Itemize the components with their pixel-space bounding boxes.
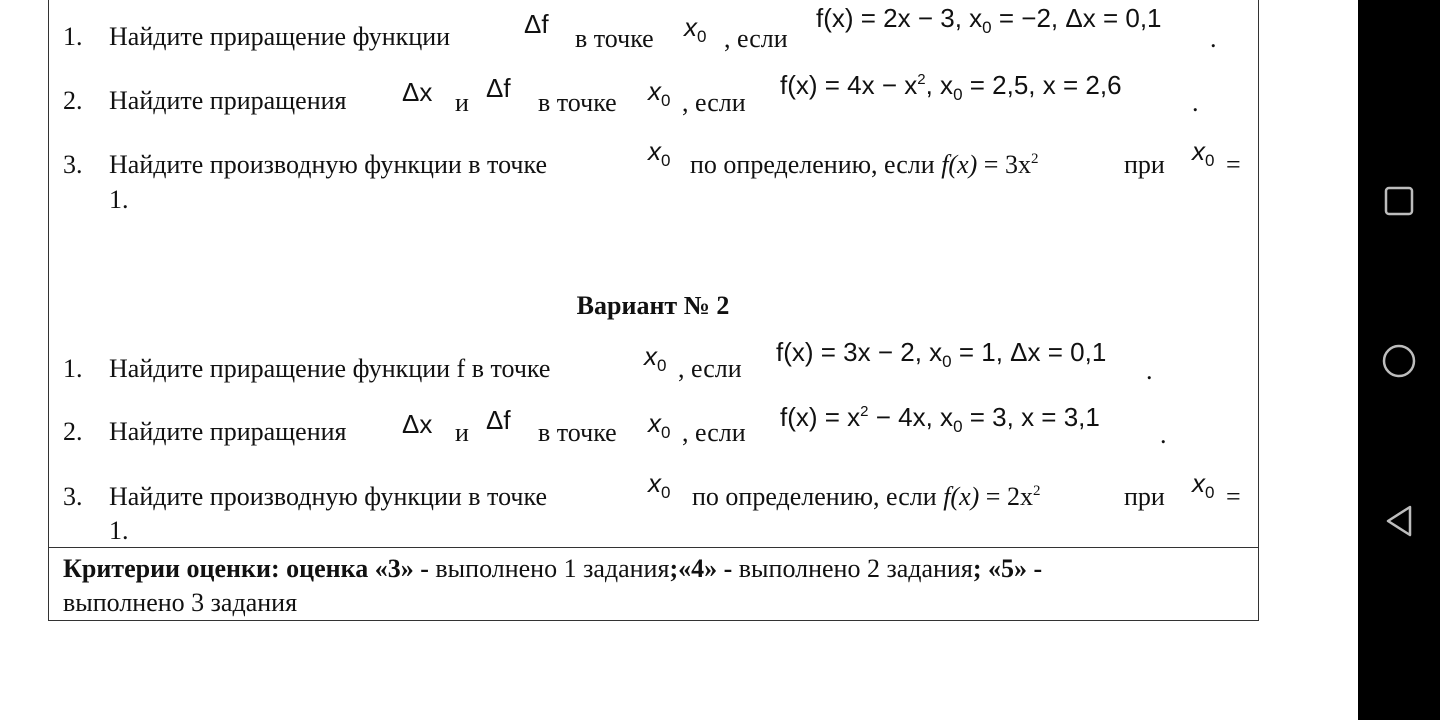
formula: $f(x) = 4x - x^2$, $x_0 = 2,5$, x = 2,6 <box>780 70 1122 104</box>
task-text: , если <box>682 88 746 117</box>
task-text: Найдите производную функции в точке <box>109 482 548 511</box>
criteria-line-1: Критерии оценки: оценка «3» - выполнено 1 задания;«4» - выполнено 2 задания; «5» - <box>63 554 1043 583</box>
delta-x-symbol: Δx <box>402 409 433 439</box>
formula: f(x) = 3x − 2, $x_0 = 1$, Δx = 0,1 <box>776 337 1107 371</box>
criteria-line-2: выполнено 3 задания <box>63 588 298 617</box>
x0-symbol: $x_0$ <box>648 136 671 170</box>
x0-symbol: $x_0$ <box>1192 136 1215 170</box>
task-text: Найдите приращения <box>109 86 347 115</box>
system-nav-bar <box>1358 0 1440 720</box>
task-text: , если <box>724 24 788 53</box>
task-text: по определению, если $f(x) = 3x^2$ <box>690 150 1039 179</box>
task-text: в точке <box>538 88 617 117</box>
delta-f-symbol: Δf <box>486 405 511 435</box>
sentence-period: . <box>1160 420 1167 449</box>
home-icon <box>1380 342 1418 380</box>
variant-heading: Вариант № 2 <box>576 291 730 320</box>
task-text: , если <box>678 354 742 383</box>
x0-symbol: $x_0$ <box>648 76 671 110</box>
x0-symbol: $x_0$ <box>1192 468 1215 502</box>
conjunction: и <box>455 418 469 447</box>
task-number: 1. <box>63 22 83 51</box>
formula: $f(x) = x^2 - 4x$, $x_0 = 3$, x = 3,1 <box>780 402 1100 436</box>
formula: f(x) = 2x − 3, $x_0 = -2$, Δx = 0,1 <box>816 3 1162 37</box>
task-text: Найдите производную функции в точке <box>109 150 548 179</box>
task-number: 1. <box>63 354 83 383</box>
delta-x-symbol: Δx <box>402 77 433 107</box>
x0-symbol: $x_0$ <box>644 341 667 375</box>
sentence-period: . <box>1146 356 1153 385</box>
equals-sign: = <box>1226 150 1241 179</box>
task-text-continued: 1. <box>109 185 129 214</box>
x0-symbol: $x_0$ <box>684 12 707 46</box>
back-icon <box>1380 502 1418 540</box>
task-text: Найдите приращение функции f в точке <box>109 354 551 383</box>
sentence-period: . <box>1192 88 1199 117</box>
task-text: Найдите приращения <box>109 417 347 446</box>
recent-apps-icon <box>1380 182 1418 220</box>
conjunction: и <box>455 88 469 117</box>
task-text: при <box>1124 482 1165 511</box>
task-number: 2. <box>63 417 83 446</box>
delta-f-symbol: Δf <box>486 73 511 103</box>
task-text: Найдите приращение функции <box>109 22 451 51</box>
delta-f-symbol: Δf <box>524 9 549 39</box>
task-text-continued: 1. <box>109 516 129 545</box>
x0-symbol: $x_0$ <box>648 408 671 442</box>
task-number: 3. <box>63 482 83 511</box>
grading-criteria <box>63 552 1253 620</box>
home-button[interactable] <box>1358 330 1440 390</box>
task-text: при <box>1124 150 1165 179</box>
sentence-period: . <box>1210 24 1217 53</box>
task-text: в точке <box>538 418 617 447</box>
equals-sign: = <box>1226 482 1241 511</box>
task-text: в точке <box>575 24 654 53</box>
task-text: , если <box>682 418 746 447</box>
x0-symbol: $x_0$ <box>648 468 671 502</box>
task-number: 2. <box>63 86 83 115</box>
recent-apps-button[interactable] <box>1358 170 1440 230</box>
criteria-label: Критерии оценки: оценка «3» <box>63 554 414 583</box>
back-button[interactable] <box>1358 490 1440 550</box>
task-text: по определению, если $f(x) = 2x^2$ <box>692 482 1041 511</box>
table-divider <box>48 547 1259 548</box>
task-number: 3. <box>63 150 83 179</box>
